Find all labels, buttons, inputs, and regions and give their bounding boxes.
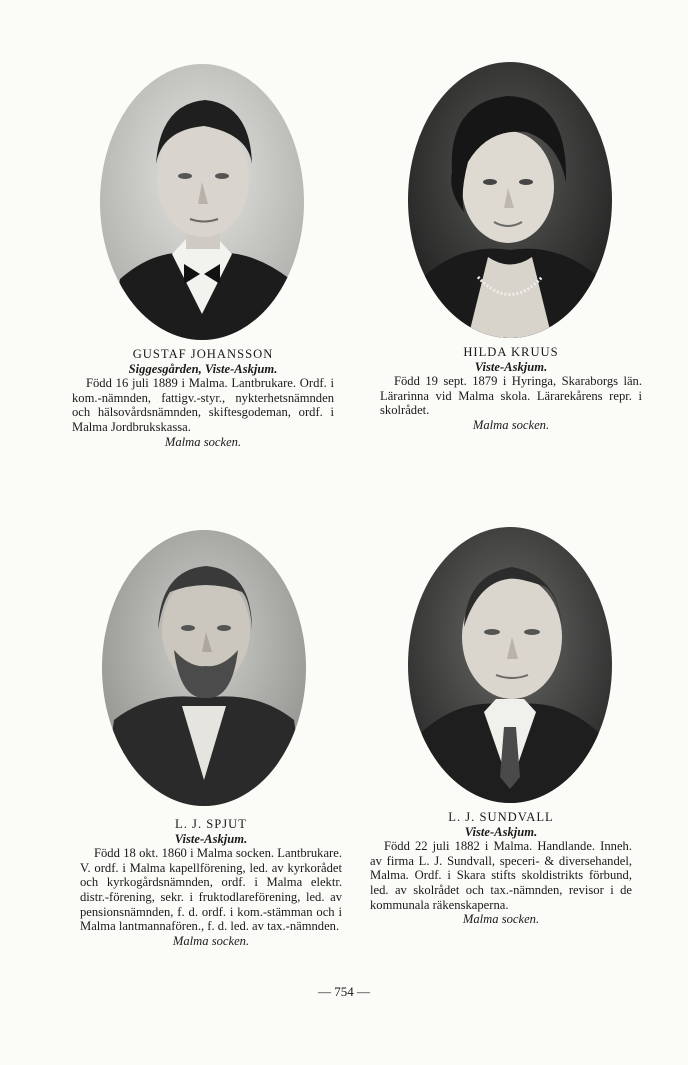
person-name: HILDA KRUUS: [463, 345, 559, 359]
entry-lj-spjut: [80, 817, 342, 948]
biography: Född 22 juli 1882 i Malma. Handlande. Inneh. av firma L. J. Sundvall, speceri- & diversehandel, Malma. Ordf. i Skara stifts skoldistrikts förbund, led. av skolrådet och tax.-nämnden, revisor i de kommunala räkenskaperna.: [370, 839, 632, 912]
entry-gustaf-johansson: [72, 347, 334, 449]
portrait-lj-sundvall: [408, 527, 612, 803]
residence: Viste-Askjum.: [474, 359, 548, 374]
page-number: — 754 —: [318, 984, 370, 999]
biography: Född 16 juli 1889 i Malma. Lantbrukare. Ordf. i kom.-nämnden, fattigv.-styr., nykterhetsnämnden och hälsovårdsnämnden, skiftesgodeman, ordf. i Malma Jordbrukskassa.: [72, 376, 334, 434]
entry-lj-sundvall: [370, 810, 632, 927]
portrait-gustaf-johansson: [100, 64, 304, 340]
residence: Viste-Askjum.: [174, 831, 248, 846]
parish: Malma socken.: [472, 417, 550, 432]
residence: Siggesgården, Viste-Askjum.: [128, 361, 278, 376]
portrait-lj-spjut: [102, 530, 306, 806]
person-name: GUSTAF JOHANSSON: [132, 347, 274, 361]
entry-hilda-kruus: [380, 345, 642, 433]
person-name: L. J. SUNDVALL: [448, 810, 554, 824]
residence: Viste-Askjum.: [464, 824, 538, 839]
parish: Malma socken.: [462, 912, 540, 927]
person-name: L. J. SPJUT: [175, 817, 247, 831]
parish: Malma socken.: [172, 933, 250, 948]
biography: Född 19 sept. 1879 i Hyringa, Skaraborgs län. Lärarinna vid Malma skola. Lärarekårens repr. i skolrådet.: [380, 374, 642, 418]
biography: Född 18 okt. 1860 i Malma socken. Lantbrukare. V. ordf. i Malma kapellförening, led. av kyrkorådet och kyrkogårdsnämnden, ordf. i Malma elektr. distr.-förening, sekr. i fruktodlareförening, led. av pensionsnämnden, f. d. ordf. i kom.-stämman och i Malma lantmannafören., f. d. led. av tax.-nämnden.: [80, 846, 342, 934]
portrait-hilda-kruus: [408, 62, 612, 338]
parish: Malma socken.: [164, 434, 242, 449]
